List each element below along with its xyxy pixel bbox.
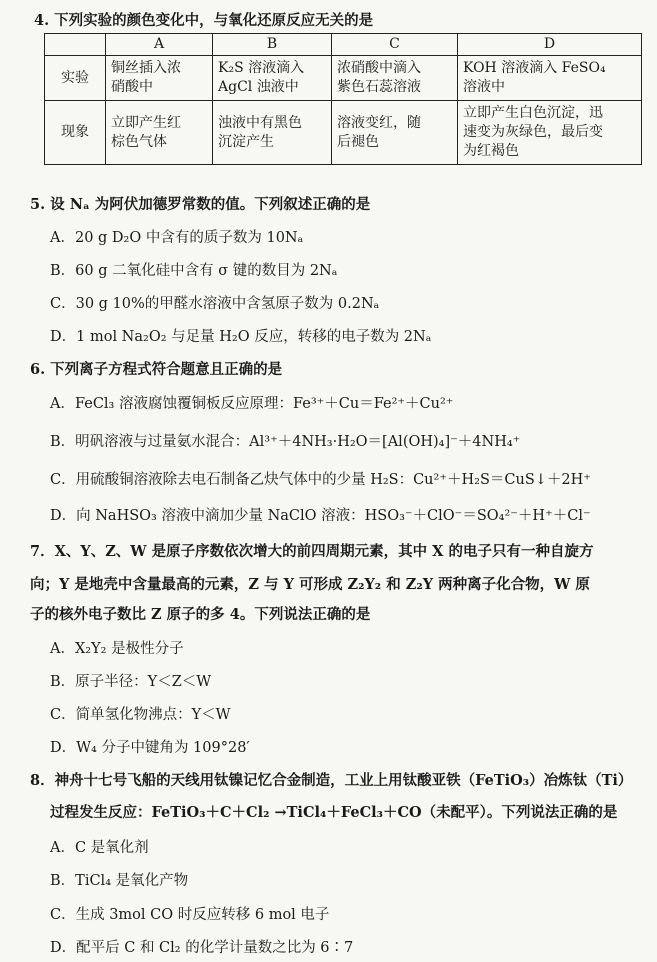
question-7-stem-line: 7．X、Y、Z、W 是原子序数依次增大的前四周期元素，其中 X 的电子只有一种自旋方: [30, 543, 594, 560]
question-5-option-a: A．20 g D₂O 中含有的质子数为 10Nₐ: [50, 230, 304, 246]
table-row: [45, 101, 642, 165]
question-7-option-c: C．简单氢化物沸点：Y＜W: [50, 707, 231, 723]
question-5-option-c: C．30 g 10%的甲醛水溶液中含氢原子数为 0.2Nₐ: [50, 296, 380, 312]
question-7-stem-line: 子的核外电子数比 Z 原子的多 4。下列说法正确的是: [30, 606, 371, 623]
table-header-cell: D: [458, 34, 642, 56]
table-cell: 浓硝酸中滴入 紫色石蕊溶液: [332, 56, 458, 101]
question-8-option-d: D．配平后 C 和 Cl₂ 的化学计量数之比为 6∶7: [50, 940, 354, 956]
question-8-option-c: C．生成 3mol CO 时反应转移 6 mol 电子: [50, 907, 330, 923]
table-header-cell: A: [106, 34, 213, 56]
table-cell: 溶液变红，随 后褪色: [332, 101, 458, 165]
question-6-option-c: C．用硫酸铜溶液除去电石制备乙炔气体中的少量 H₂S：Cu²⁺＋H₂S＝CuS↓＋2H⁺: [50, 472, 591, 488]
table-header-cell: B: [213, 34, 332, 56]
table-row-label: 实验: [45, 56, 106, 101]
question-5-option-d: D．1 mol Na₂O₂ 与足量 H₂O 反应，转移的电子数为 2Nₐ: [50, 329, 432, 345]
question-4-table: [44, 33, 642, 165]
question-8-stem-line: 8．神舟十七号飞船的天线用钛镍记忆合金制造，工业上用钛酸亚铁（FeTiO₃）冶炼钛（Ti）: [30, 772, 633, 789]
table-header-cell: C: [332, 34, 458, 56]
table-cell: 铜丝插入浓 硝酸中: [106, 56, 213, 101]
table-header-row: [45, 34, 642, 56]
question-4-stem: 4. 下列实验的颜色变化中，与氧化还原反应无关的是: [34, 12, 374, 29]
table-cell: KOH 溶液滴入 FeSO₄ 溶液中: [458, 56, 642, 101]
question-7-stem-line: 向；Y 是地壳中含量最高的元素，Z 与 Y 可形成 Z₂Y₂ 和 Z₂Y 两种离子化合物，W 原: [30, 576, 590, 593]
question-8-option-b: B．TiCl₄ 是氧化产物: [50, 873, 189, 889]
table-cell: 浊液中有黑色 沉淀产生: [213, 101, 332, 165]
table-header-cell: [45, 34, 106, 56]
table-row-label: 现象: [45, 101, 106, 165]
question-6-option-d: D．向 NaHSO₃ 溶液中滴加少量 NaClO 溶液：HSO₃⁻＋ClO⁻＝SO₄²⁻＋H⁺＋Cl⁻: [50, 508, 591, 524]
question-5-stem: 5. 设 Nₐ 为阿伏加德罗常数的值。下列叙述正确的是: [30, 196, 371, 213]
question-6-option-a: A．FeCl₃ 溶液腐蚀覆铜板反应原理：Fe³⁺＋Cu＝Fe²⁺＋Cu²⁺: [50, 396, 454, 412]
table-cell: 立即产生红 棕色气体: [106, 101, 213, 165]
question-6-stem: 6. 下列离子方程式符合题意且正确的是: [30, 361, 283, 378]
question-8-option-a: A．C 是氧化剂: [50, 840, 149, 856]
table-cell: 立即产生白色沉淀，迅 速变为灰绿色，最后变 为红褐色: [458, 101, 642, 165]
table-row: [45, 56, 642, 101]
question-7-option-b: B．原子半径：Y＜Z＜W: [50, 674, 212, 690]
question-8-stem-line: 过程发生反应：FeTiO₃＋C＋Cl₂ →TiCl₄＋FeCl₃＋CO（未配平）。下列说法正确的是: [50, 804, 618, 821]
table-cell: K₂S 溶液滴入 AgCl 浊液中: [213, 56, 332, 101]
question-7-option-d: D．W₄ 分子中键角为 109°28′: [50, 740, 250, 756]
question-6-option-b: B．明矾溶液与过量氨水混合：Al³⁺＋4NH₃·H₂O＝[Al(OH)₄]⁻＋4NH₄⁺: [50, 434, 521, 450]
question-7-option-a: A．X₂Y₂ 是极性分子: [50, 641, 184, 657]
question-5-option-b: B．60 g 二氧化硅中含有 σ 键的数目为 2Nₐ: [50, 263, 338, 279]
